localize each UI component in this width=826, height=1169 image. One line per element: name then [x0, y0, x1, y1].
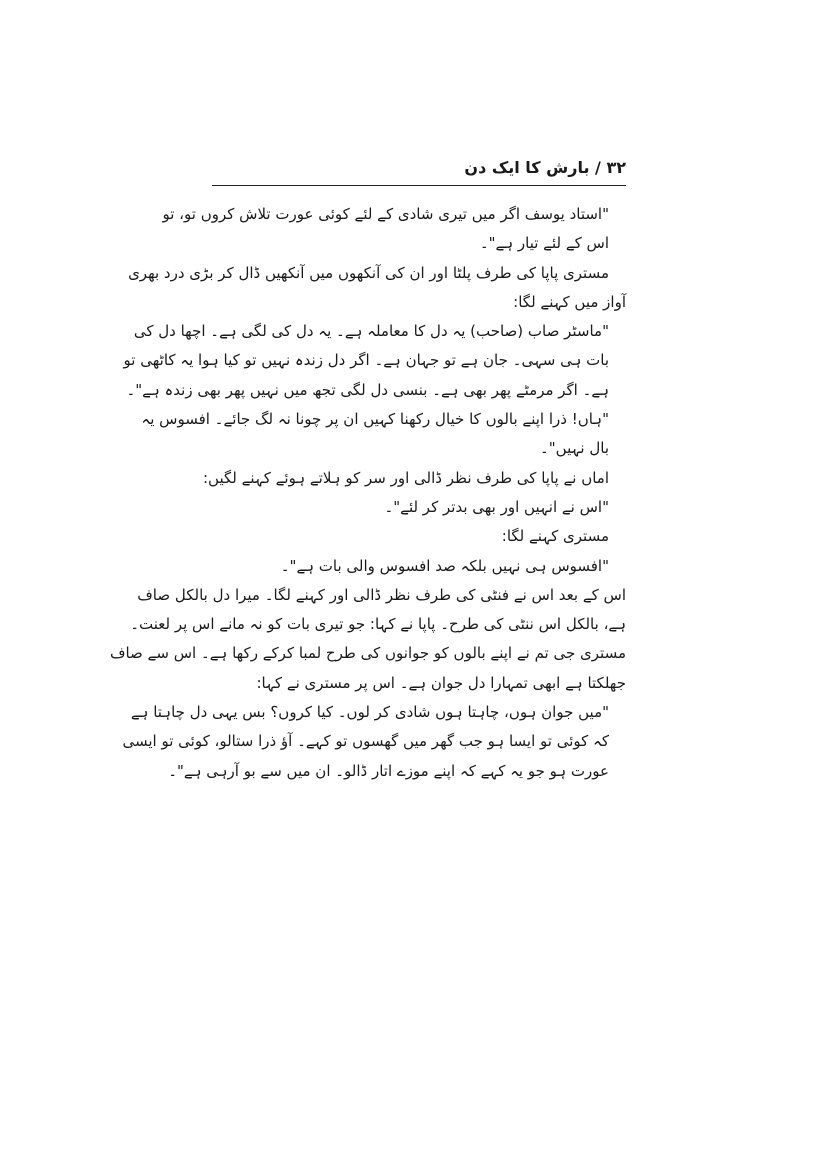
page-number-and-book-title: ۳۲ / بارش کا ایک دن	[464, 158, 626, 177]
text-line: بات ہی سہی۔ جان ہے تو جہان ہے۔ اگر دل زندہ نہیں تو کیا ہوا یہ کاٹھی تو	[123, 351, 609, 370]
text-line: "اس نے انہیں اور بھی بدتر کر لئے"۔	[384, 497, 609, 516]
text-line: "افسوس ہی نہیں بلکہ صد افسوس والی بات ہے"۔	[280, 556, 609, 575]
text-line: عورت ہو جو یہ کہے کہ اپنے موزے اتار ڈالو۔ ان میں سے بو آرہی ہے"۔	[168, 761, 609, 780]
text-line: "میں جوان ہوں، چاہتا ہوں شادی کر لوں۔ کیا کروں؟ بس یہی دل چاہتا ہے	[130, 703, 609, 722]
text-line: "استاد یوسف اگر میں تیری شادی کے لئے کوئی عورت تلاش کروں تو، تو	[162, 205, 609, 223]
text-line: مستری جی تم نے اپنے بالوں کو جوانوں کی طرح لمبا کرکے رکھا ہے۔ اس سے صاف	[109, 644, 626, 663]
text-line: مستری کہنے لگا:	[501, 527, 609, 546]
header-rule	[212, 185, 626, 186]
text-line: اماں نے پاپا کی طرف نظر ڈالی اور سر کو ہلاتے ہوئے کہنے لگیں:	[202, 468, 609, 487]
text-line: "ہاں! ذرا اپنے بالوں کا خیال رکھنا کہیں ان پر چونا نہ لگ جائے۔ افسوس یہ	[141, 410, 609, 429]
text-line: آواز میں کہنے لگا:	[513, 292, 626, 311]
page-body-text	[109, 200, 626, 786]
text-line: مستری پاپا کی طرف پلٹا اور ان کی آنکھوں میں آنکھیں ڈال کر بڑی درد بھری	[128, 263, 609, 282]
text-line: ہے، بالکل اس ننٹی کی طرح۔ پاپا نے کہا: جو تیری بات کو نہ مانے اس پر لعنت۔	[130, 615, 626, 634]
text-line: اس کے لئے تیار ہے"۔	[479, 234, 609, 253]
text-line: بال نہیں"۔	[539, 439, 609, 458]
text-line: کہ کوئی تو ایسا ہو جب گھر میں گھسوں تو کہے۔ آؤ ذرا ستالو، کوئی تو ایسی	[122, 732, 609, 751]
running-header	[212, 150, 626, 186]
text-line: ہے۔ اگر مرمٹے پھر بھی ہے۔ بنسی دل لگی تجھ میں نہیں پھر بھی زندہ ہے"۔	[126, 380, 609, 399]
text-line: اس کے بعد اس نے فنٹی کی طرف نظر ڈالی اور کہنے لگا۔ میرا دل بالکل صاف	[137, 585, 626, 604]
text-line: جھلکتا ہے ابھی تمہارا دل جوان ہے۔ اس پر مستری نے کہا:	[256, 673, 626, 692]
text-line: "ماسٹر صاب (صاحب) یہ دل کا معاملہ ہے۔ یہ دل کی لگی ہے۔ اچھا دل کی	[133, 322, 609, 341]
